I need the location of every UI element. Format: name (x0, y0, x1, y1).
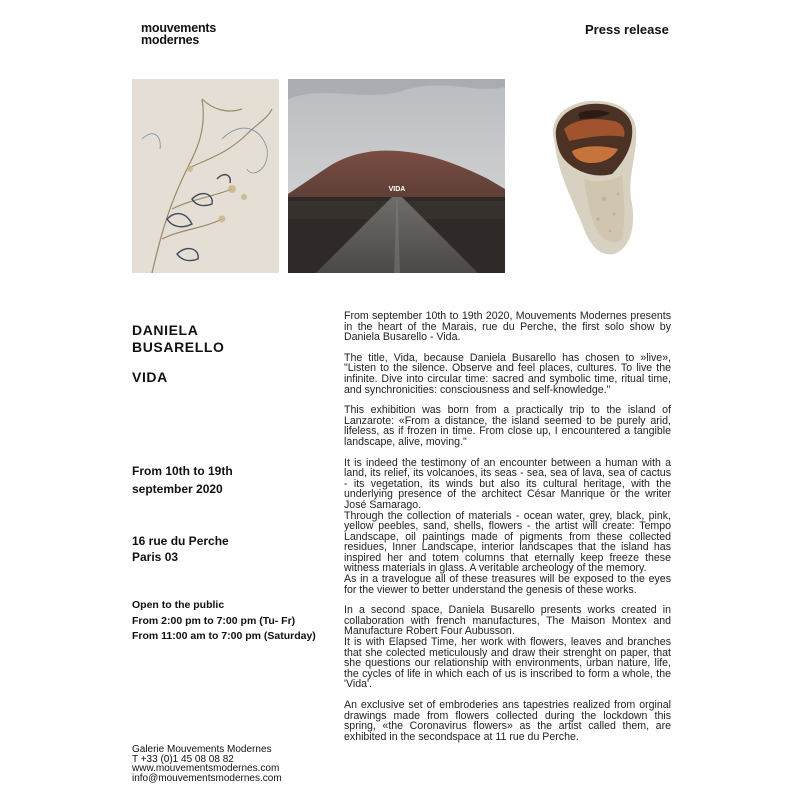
artist-name (132, 322, 225, 356)
body-paragraph-2: The title, Vida, because Daniela Busarello has chosen to »live», "Listen to the silence. Observe and feel places, cultures. To live the infinite. Dive into circular time: sacred and symbolic time, ritual time, and synchronicities: consciousness and self-knowledge." (344, 351, 671, 396)
exhibition-dates (132, 462, 233, 498)
body-paragraph-8: It is with Elapsed Time, her work with flowers, leaves and branches that she colected meticulously and draw their strenght on paper, that she questions our relationship with environments, urban nature, life, the cycles of life in which each of us is inscribed to form a whole, the 'Vida'. (344, 636, 671, 691)
address-line-2: Paris 03 (132, 550, 179, 564)
hours-line-2: From 11:00 am to 7:00 pm (Saturday) (132, 630, 316, 642)
press-release-label: Press release (585, 22, 669, 37)
contact-name: Galerie Mouvements Modernes (132, 744, 272, 755)
vida-caption: VIDA (388, 186, 406, 193)
press-release-body (344, 311, 671, 752)
body-paragraph-6: As in a travelogue all of these treasures will be exposed to the eyes for the viewer to better understand the genesis of these works. (344, 573, 671, 596)
artist-last-name: BUSARELLO (132, 339, 225, 355)
artist-first-name: DANIELA (132, 322, 199, 338)
opening-hours (132, 598, 316, 645)
body-paragraph-9: An exclusive set of embroderies ans tapestries realized from orginal drawings made from flowers collected during the lockdown this spring, «the Coronavirus flowers» as the artist called them, are exhibited in the secondspace at 11 rue du Perche. (344, 699, 671, 743)
body-paragraph-4: It is indeed the testimony of an encounter between a human with a land, its relief, its volcanoes, its seas - sea, sea of lava, sea of cactus - its vegetation, its winds but also its cultural heritage, with the underlying presence of the architect César Manrique or the writer José Samarago. (344, 456, 671, 511)
logo-line-2: modernes (141, 33, 200, 47)
hours-line-1: From 2:00 pm to 7:00 pm (Tu- Fr) (132, 614, 296, 627)
gallery-logo (141, 22, 216, 46)
contact-phone: T +33 (0)1 45 08 08 82 (132, 753, 234, 765)
gallery-contact (132, 745, 282, 783)
body-paragraph-3: This exhibition was born from a practically trip to the island of Lanzarote: «From a distance, the island seemed to be purely arid, lifeless, as if frozen in time. From close up, I encountered a tangible landscape, alive, moving." (344, 404, 671, 448)
open-label: Open to the public (132, 599, 225, 611)
lava-rock-image (514, 79, 666, 273)
volcano-road-image (288, 79, 505, 273)
logo-line-1: mouvements (141, 21, 217, 35)
body-paragraph-5: Through the collection of materials - ocean water, grey, black, pink, yellow peebles, sand, shells, flowers - the artist will create: Tempo Landscape, oil paintings made of pigments from these collected residues, Inner Landscape, interior landscapes that the island has inspired her and totem columns that eternally keep freeze these witness materials in glass. A veritable archeology of the memory. (344, 509, 671, 575)
embroidery-image (132, 79, 279, 273)
contact-email[interactable]: info@mouvementsmodernes.com (132, 772, 282, 784)
dates-line-1: From 10th to 19th (132, 464, 233, 478)
address-line-1: 16 rue du Perche (132, 534, 229, 548)
exhibition-title: VIDA (132, 369, 168, 385)
body-paragraph-1: From september 10th to 19th 2020, Mouvements Modernes presents in the heart of the Marais, rue du Perche, the first solo show by Daniela Busarello - Vida. (344, 310, 671, 344)
exhibition-address (132, 533, 229, 565)
dates-line-2: september 2020 (132, 482, 223, 496)
body-paragraph-7: In a second space, Daniela Busarello presents works created in collaboration with french manufactures, The Maison Montex and Manufacture Robert Four Aubusson. (344, 604, 671, 638)
contact-website[interactable]: www.mouvementsmodernes.com (132, 763, 280, 774)
